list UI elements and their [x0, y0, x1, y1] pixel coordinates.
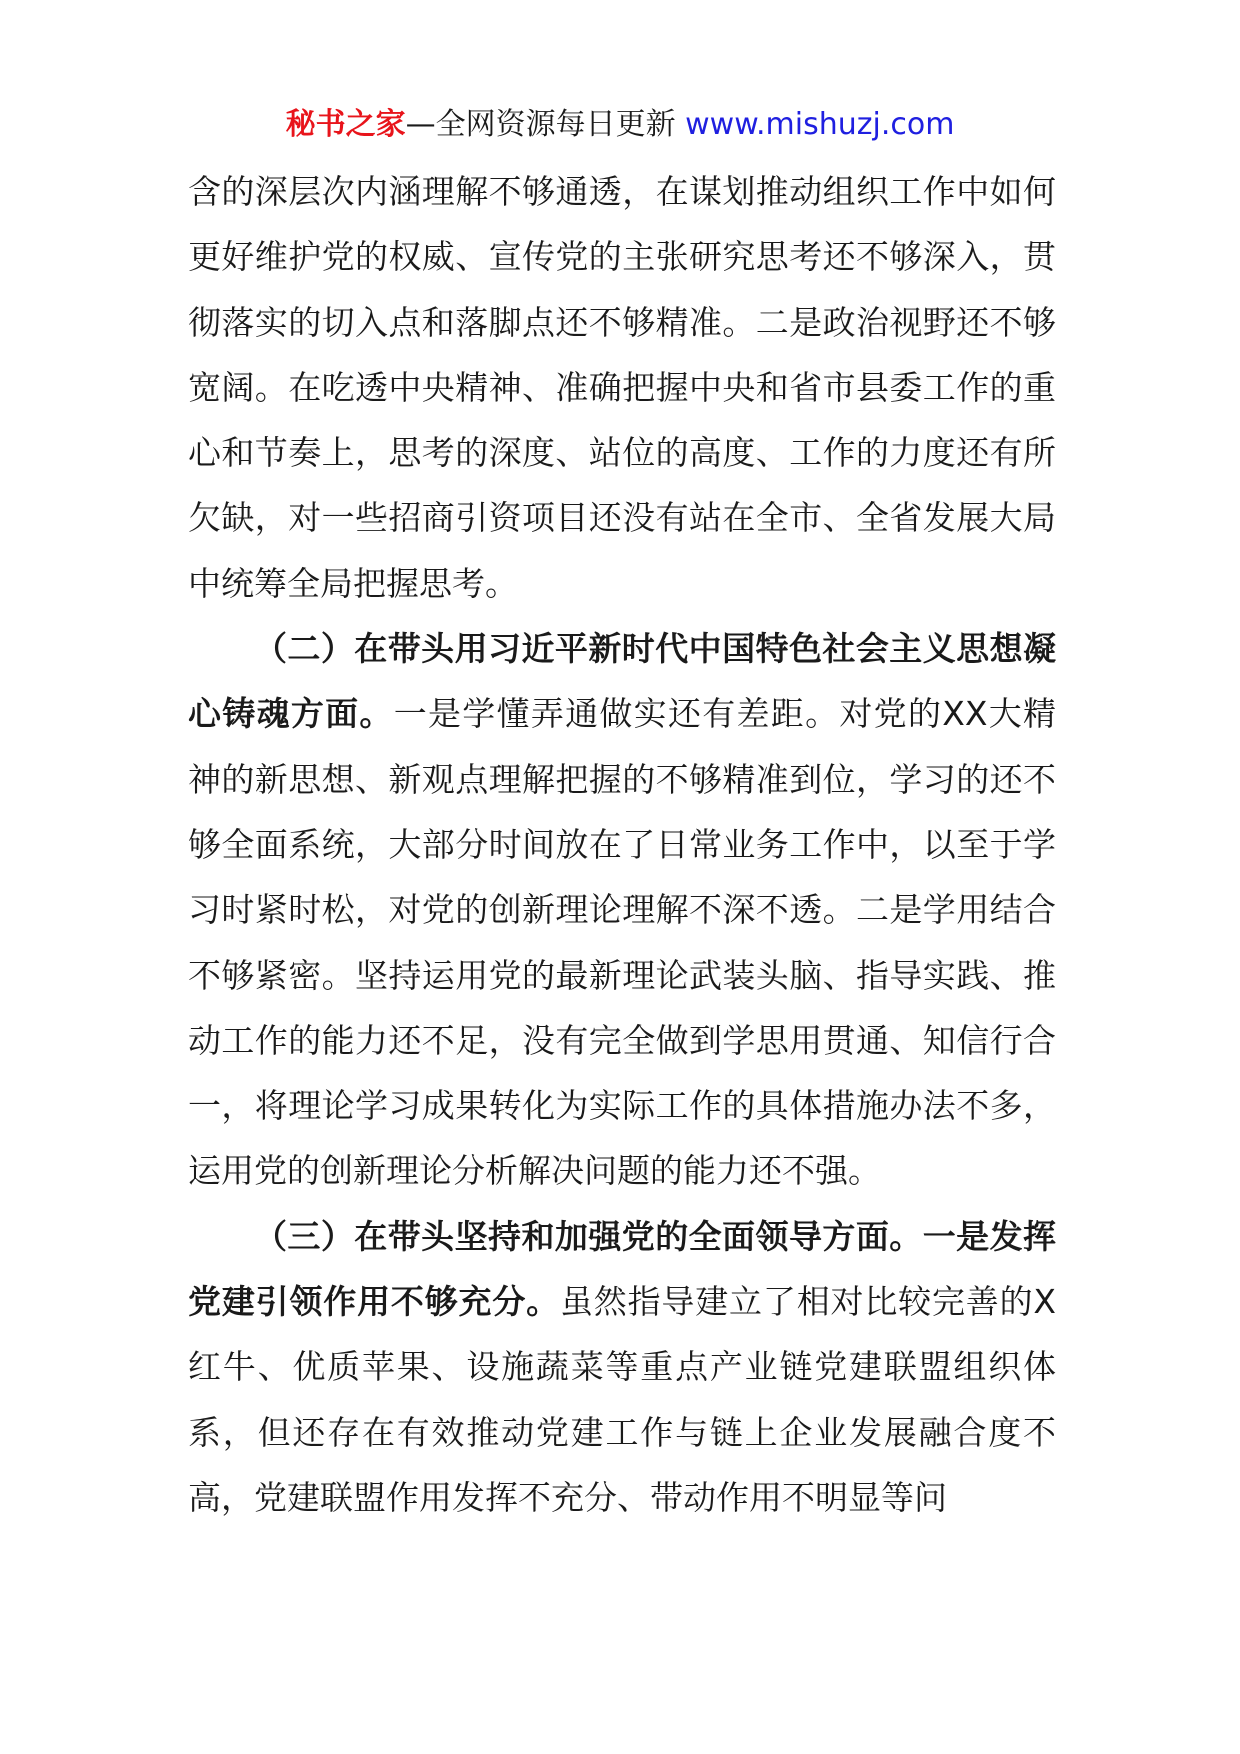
paragraph-text: 一是学懂弄通做实还有差距。对党的XX大精神的新思想、新观点理解把握的不够精准到位，学习的还不够全面系统，大部分时间放在了日常业务工作中，以至于学习时紧时松，对党的创新理论理解不深不透。二是学用结合不够紧密。坚持运用党的最新理论武装头脑、指导实践、推动工作的能力还不足，没有完全做到学思用贯通、知信行合一，将理论学习成果转化为实际工作的具体措施办法不多，运用党的创新理论分析解决问题的能力还不强。	[188, 694, 1057, 1191]
section-heading-3: （三）在带头坚持和加强党的全面领导方面。一是发挥党建引领作用不够充分。	[188, 1216, 1056, 1322]
site-header	[0, 103, 1240, 147]
paragraph-text: 虽然指导建立了相对比较完善的X红牛、优质苹果、设施蔬菜等重点产业链党建联盟组织体系，但还存在有效推动党建工作与链上企业发展融合度不高，党建联盟作用发挥不充分、带动作用不明显等问	[188, 1282, 1057, 1517]
brand-name: 秘书之家	[285, 107, 406, 142]
paragraph-1	[188, 159, 1056, 616]
paragraph-text: 含的深层次内涵理解不够通透，在谋划推动组织工作中如何更好维护党的权威、宣传党的主张研究思考还不够深入，贯彻落实的切入点和落脚点还不够精准。二是政治视野还不够宽阔。在吃透中央精神、准确把握中央和省市县委工作的重心和节奏上，思考的深度、站位的高度、工作的力度还有所欠缺，对一些招商引资项目还没有站在全市、全省发展大局中统筹全局把握思考。	[188, 172, 1056, 603]
paragraph-2	[188, 616, 1056, 1204]
website-url[interactable]: www.mishuzj.com	[685, 107, 955, 142]
document-body	[188, 159, 1056, 1530]
paragraph-3	[188, 1204, 1056, 1530]
section-heading-2: （二）在带头用习近平新时代中国特色社会主义思想凝心铸魂方面。	[188, 629, 1056, 734]
header-tagline: —全网资源每日更新	[405, 107, 676, 142]
